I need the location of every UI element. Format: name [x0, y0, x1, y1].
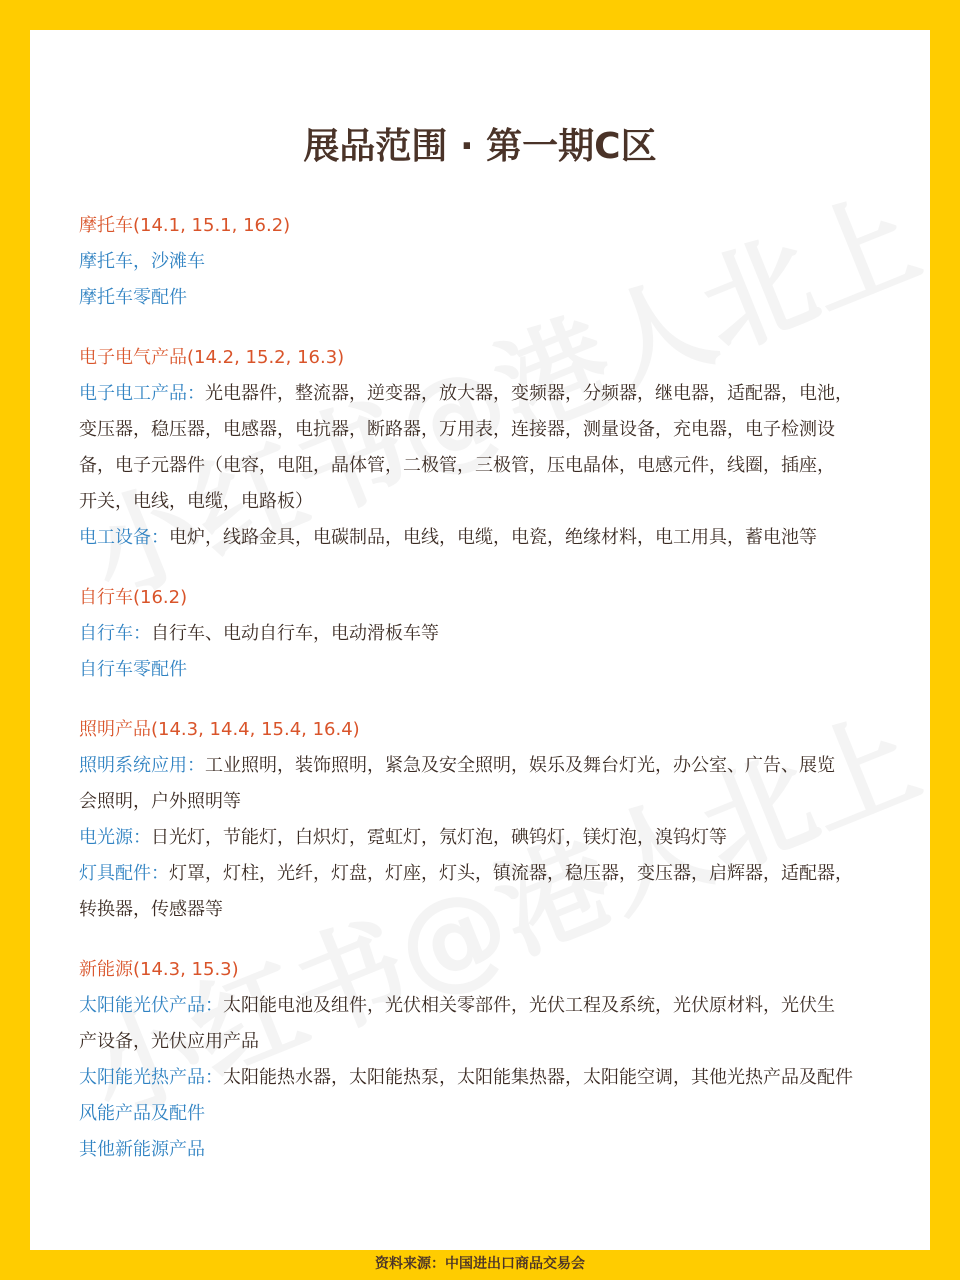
item-text: 转换器，传感器等: [79, 899, 223, 920]
item-text: 备，电子元器件（电容，电阻，晶体管，二极管，三极管，压电晶体，电感元件，线圈，插座，: [79, 455, 835, 476]
item-text: 日光灯，节能灯，白炽灯，霓虹灯，氖灯泡，碘钨灯，镁灯泡，溴钨灯等: [151, 827, 727, 848]
item-line: [79, 520, 899, 556]
item-line: [79, 820, 899, 856]
item-line: [79, 412, 899, 448]
item-text: 光电器件，整流器，逆变器，放大器，变频器，分频器，继电器，适配器，电池，: [205, 383, 853, 404]
category-title: 自行车(16.2): [79, 587, 188, 608]
item-text: 太阳能热水器，太阳能热泵，太阳能集热器，太阳能空调，其他光热产品及配件: [223, 1067, 853, 1088]
source-footer: 资料来源：中国进出口商品交易会: [375, 1256, 585, 1272]
item-line: [79, 376, 899, 412]
category-title: 新能源(14.3, 15.3): [79, 959, 239, 980]
item-text: 产设备，光伏应用产品: [79, 1031, 259, 1052]
item-text: 工业照明，装饰照明，紧急及安全照明，娱乐及舞台灯光，办公室、广告、展览: [205, 755, 835, 776]
item-label: 其他新能源产品: [79, 1139, 205, 1160]
item-line: [79, 448, 899, 484]
category-section: [79, 208, 899, 316]
item-text: 自行车、电动自行车，电动滑板车等: [151, 623, 439, 644]
item-line: [79, 652, 899, 688]
item-line: [79, 244, 899, 280]
item-line: [79, 1096, 899, 1132]
exhibit-list: [79, 208, 899, 1192]
item-text: 开关，电线，电缆，电路板）: [79, 491, 313, 512]
item-text: 灯罩，灯柱，光纤，灯盘，灯座，灯头，镇流器，稳压器，变压器，启辉器，适配器，: [169, 863, 853, 884]
item-line: [79, 988, 899, 1024]
category-title: 电子电气产品(14.2, 15.2, 16.3): [79, 347, 345, 368]
item-line: [79, 616, 899, 652]
item-line: [79, 784, 899, 820]
item-line: [79, 1132, 899, 1168]
item-label: 太阳能光伏产品：: [79, 995, 223, 1016]
item-line: [79, 1024, 899, 1060]
item-line: [79, 484, 899, 520]
item-text: 变压器，稳压器，电感器，电抗器，断路器，万用表，连接器，测量设备，充电器，电子检测设: [79, 419, 835, 440]
page-title: 展品范围 · 第一期C区: [303, 126, 657, 167]
category-title: 照明产品(14.3, 14.4, 15.4, 16.4): [79, 719, 360, 740]
category-section: [79, 340, 899, 556]
item-line: [79, 748, 899, 784]
item-label: 摩托车，沙滩车: [79, 251, 205, 272]
item-text: 电炉，线路金具，电碳制品，电线，电缆，电瓷，绝缘材料，电工用具，蓄电池等: [169, 527, 817, 548]
item-line: [79, 1060, 899, 1096]
item-label: 灯具配件：: [79, 863, 169, 884]
item-text: 太阳能电池及组件，光伏相关零部件，光伏工程及系统，光伏原材料，光伏生: [223, 995, 835, 1016]
item-label: 照明系统应用：: [79, 755, 205, 776]
item-label: 摩托车零配件: [79, 287, 187, 308]
item-label: 风能产品及配件: [79, 1103, 205, 1124]
item-label: 电光源：: [79, 827, 151, 848]
item-label: 自行车：: [79, 623, 151, 644]
category-title: 摩托车(14.1, 15.1, 16.2): [79, 215, 291, 236]
item-label: 电工设备：: [79, 527, 169, 548]
category-section: [79, 580, 899, 688]
item-line: [79, 856, 899, 892]
item-line: [79, 892, 899, 928]
category-section: [79, 952, 899, 1168]
item-text: 会照明，户外照明等: [79, 791, 241, 812]
item-line: [79, 280, 899, 316]
item-label: 自行车零配件: [79, 659, 187, 680]
content-card: [30, 30, 930, 1250]
item-label: 太阳能光热产品：: [79, 1067, 223, 1088]
item-label: 电子电工产品：: [79, 383, 205, 404]
category-section: [79, 712, 899, 928]
